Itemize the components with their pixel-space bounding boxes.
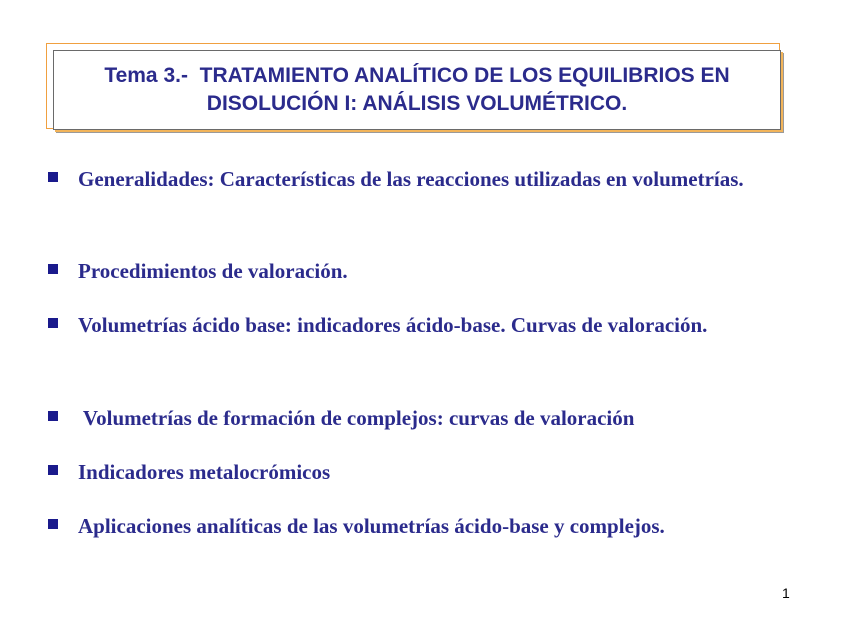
list-item-text: Aplicaciones analíticas de las volumetrías ácido-base y complejos. <box>78 514 665 538</box>
list-item-text: Volumetrías ácido base: indicadores ácido-base. Curvas de valoración. <box>78 313 708 337</box>
list-item-text: Indicadores metalocrómicos <box>78 460 331 484</box>
title-line-1: Tema 3.- TRATAMIENTO ANALÍTICO DE LOS EQUILIBRIOS EN <box>104 64 730 87</box>
square-bullet-icon <box>48 172 58 182</box>
title-line-2: DISOLUCIÓN I: ANÁLISIS VOLUMÉTRICO. <box>206 92 628 115</box>
square-bullet-icon <box>48 465 58 475</box>
square-bullet-icon <box>48 318 58 328</box>
list-item-text: Procedimientos de valoración. <box>78 259 348 283</box>
list-item-text: Generalidades: Características de las reacciones utilizadas en volumetrías. <box>78 167 744 191</box>
square-bullet-icon <box>48 264 58 274</box>
page-number: 1 <box>782 585 790 601</box>
square-bullet-icon <box>48 519 58 529</box>
square-bullet-icon <box>48 411 58 421</box>
list-item-text: Volumetrías de formación de complejos: curvas de valoración <box>78 406 635 430</box>
